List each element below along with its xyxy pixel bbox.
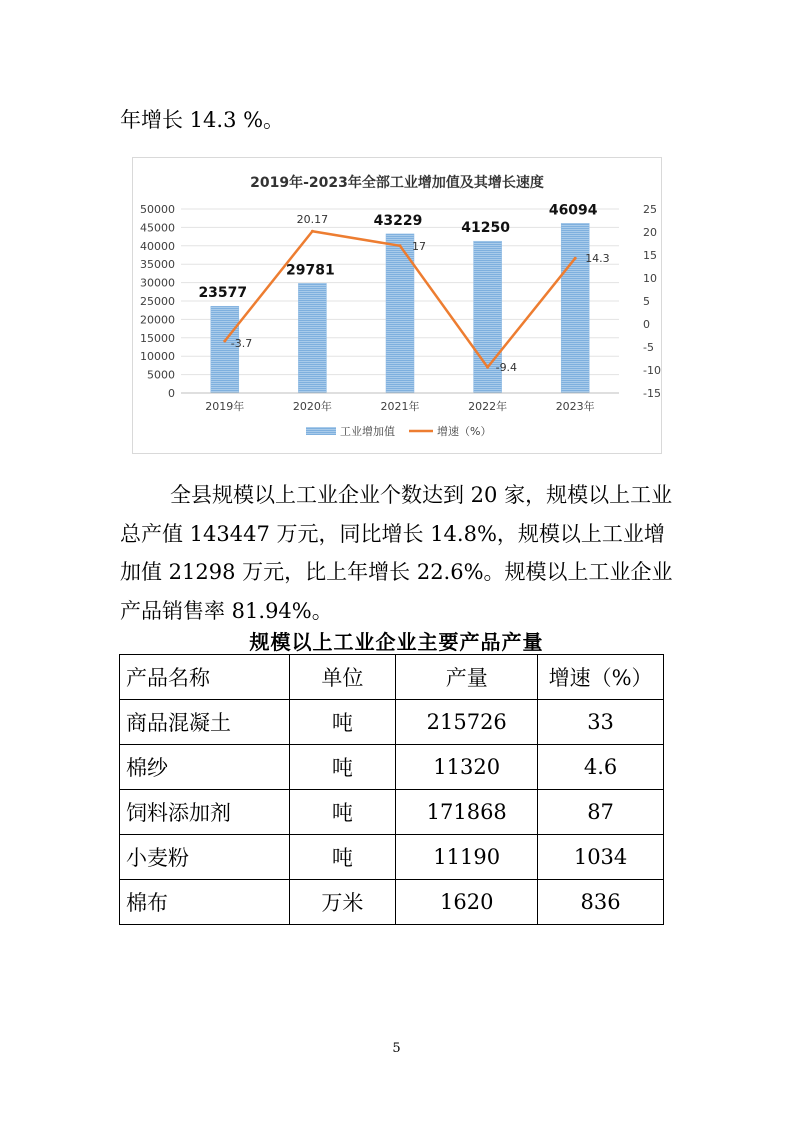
x-tick-label: 2020年	[292, 400, 332, 413]
table-cell: 产品名称	[120, 655, 290, 700]
line-point	[486, 366, 489, 369]
bar-data-label: 43229	[373, 212, 423, 229]
table-row	[120, 745, 664, 790]
table-cell: 棉布	[120, 880, 290, 925]
y-left-tick-label: 5000	[147, 368, 175, 382]
bar-data-label: 41250	[461, 220, 510, 237]
bar-data-label: 46094	[548, 202, 598, 219]
bar	[298, 283, 326, 393]
table-cell: 商品混凝土	[120, 700, 290, 745]
legend-bar-swatch	[306, 427, 336, 435]
table-cell: 吨	[289, 835, 396, 880]
table-cell: 棉纱	[120, 745, 290, 790]
table-row	[120, 790, 664, 835]
table-header-row	[120, 655, 664, 700]
y-left-tick-label: 30000	[140, 276, 175, 290]
line-data-label: 17	[412, 239, 426, 253]
line-point	[574, 257, 577, 260]
y-right-tick-label: 0	[643, 318, 650, 331]
table-cell: 4.6	[538, 745, 664, 790]
paragraph-main: 全县规模以上工业企业个数达到 20 家，规模以上工业总产值 143447 万元，同比增长 14.8%，规模以上工业增加值 21298 万元，比上年增长 22.6%。规模以上工业企业产品销售率 81.94%。	[120, 483, 673, 623]
table-cell: 171868	[396, 790, 538, 835]
y-right-tick-label: 5	[643, 295, 650, 308]
table-cell: 增速（%）	[538, 655, 664, 700]
y-right-tick-label: 20	[643, 226, 657, 239]
y-left-tick-label: 50000	[140, 203, 175, 216]
line-point	[399, 244, 402, 247]
table-cell: 1034	[538, 835, 664, 880]
y-right-tick-label: 15	[643, 249, 657, 262]
y-right-tick-label: -15	[643, 387, 661, 400]
table-row	[120, 880, 664, 925]
x-tick-label: 2019年	[205, 400, 245, 413]
bar-data-label: 23577	[198, 285, 248, 302]
table-cell: 33	[538, 700, 664, 745]
y-left-tick-label: 35000	[140, 258, 175, 272]
table-row	[120, 700, 664, 745]
table-cell: 11190	[396, 835, 538, 880]
y-left-tick-label: 0	[168, 387, 175, 400]
y-left-tick-label: 20000	[140, 313, 175, 327]
table-cell: 87	[538, 790, 664, 835]
y-left-tick-label: 10000	[140, 350, 175, 364]
page-number: 5	[392, 1041, 401, 1056]
table-cell: 吨	[289, 790, 396, 835]
chart-title: 2019年-2023年全部工业增加值及其增长速度	[250, 175, 544, 191]
y-right-tick-label: 10	[643, 272, 657, 285]
y-left-tick-label: 15000	[140, 331, 175, 345]
y-left-tick-label: 25000	[140, 295, 175, 308]
legend-bar-label: 工业增加值	[340, 425, 395, 438]
line-data-label: 20.17	[296, 213, 329, 227]
chart-svg	[133, 158, 661, 453]
bar-data-label: 29781	[286, 262, 335, 279]
line-point	[223, 340, 226, 343]
table-title: 规模以上工业企业主要产品产量	[249, 630, 544, 654]
growth-chart	[132, 157, 662, 454]
table-cell: 215726	[396, 700, 538, 745]
legend-line-label: 增速（%）	[437, 425, 492, 438]
table-cell: 吨	[289, 700, 396, 745]
table-cell: 小麦粉	[120, 835, 290, 880]
table-cell: 836	[538, 880, 664, 925]
x-tick-label: 2023年	[555, 400, 595, 413]
table-cell: 11320	[396, 745, 538, 790]
table-cell: 1620	[396, 880, 538, 925]
table-cell: 单位	[289, 655, 396, 700]
paragraph-top: 年增长 14.3 %。	[120, 108, 285, 132]
y-left-tick-label: 40000	[140, 239, 175, 253]
table-cell: 饲料添加剂	[120, 790, 290, 835]
y-left-tick-label: 45000	[140, 221, 175, 235]
line-data-label: -3.7	[230, 337, 253, 351]
line-data-label: 14.3	[585, 252, 610, 266]
table-row	[120, 835, 664, 880]
line-data-label: -9.4	[495, 361, 518, 375]
product-output-table	[119, 654, 664, 925]
line-point	[311, 230, 314, 233]
table-cell: 产量	[396, 655, 538, 700]
x-tick-label: 2021年	[380, 400, 420, 413]
table-cell: 万米	[289, 880, 396, 925]
table-cell: 吨	[289, 745, 396, 790]
bar	[561, 223, 589, 393]
x-tick-label: 2022年	[468, 400, 508, 413]
y-right-tick-label: -10	[643, 364, 661, 377]
y-right-tick-label: -5	[643, 341, 654, 354]
y-right-tick-label: 25	[643, 203, 657, 216]
